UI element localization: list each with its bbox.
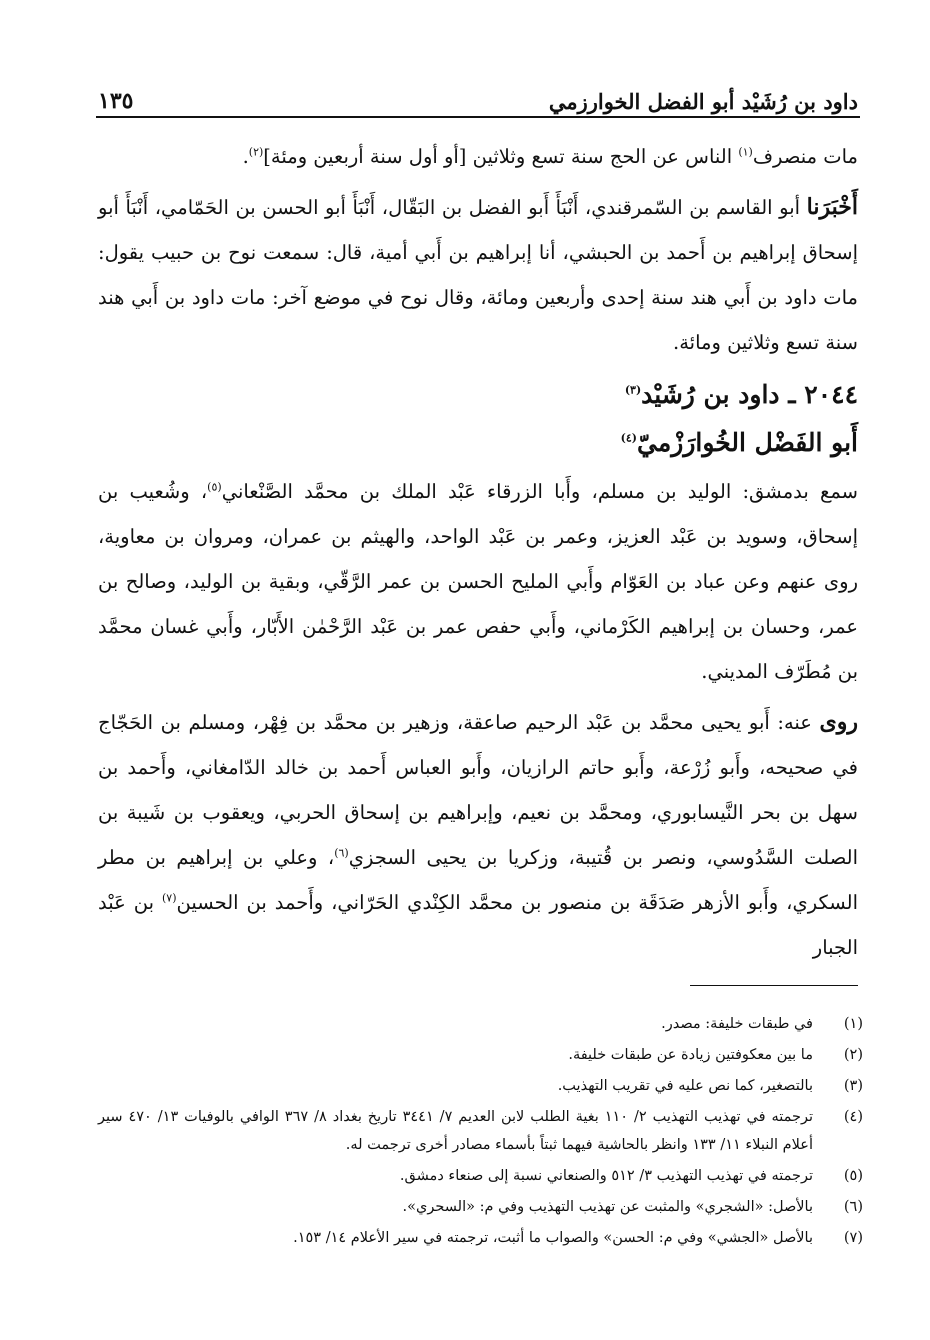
footnote-text: في طبقات خليفة: مصدر. bbox=[661, 1016, 813, 1032]
footnote-number: (١) bbox=[843, 1016, 863, 1032]
paragraph-text: . bbox=[242, 145, 249, 168]
paragraph-text: سمع بدمشق: الوليد بن مسلم، وأَبا الزرقاء عَبْد الملك بن محمَّد الصَّنْعاني bbox=[221, 480, 858, 503]
page-number: ١٣٥ bbox=[98, 88, 134, 114]
footnote bbox=[98, 1193, 863, 1221]
footnote-number: (٢) bbox=[843, 1047, 863, 1063]
paragraph-text: أبو القاسم بن السّمرقندي، أَنْبَأَ أَبو الفضل بن البَقّال، أَنْبَأَ أبو الحسن بن الحَمّامي، أَنْبَأَ أبو إسحاق إبراهيم بن أَحمد بن الحبشي، أنا إبراهيم بن أَبي أمية، قال: سمعت نوح بن حبيب يقول: مات داود بن أَبي هند سنة إحدى وأربعين ومائة، وقال نوح في موضع آخر: مات داود بن أَبي هند سنة تسع وثلاثين ومائة. bbox=[98, 196, 858, 354]
paragraph-text: الناس عن الحج سنة تسع وثلاثين [أو أول سنة أربعين ومئة] bbox=[263, 145, 739, 168]
entry-heading bbox=[98, 371, 858, 467]
paragraph-text: ، وعلي بن إبراهيم بن مطر السكري، وأَبو الأزهر صَدَقَة بن منصور بن محمَّد الكِنْدي الحَرّاني، وأَحمد بن الحسين bbox=[98, 846, 858, 914]
footnote-text: ترجمته في تهذيب التهذيب ٢/ ١١٠ بغية الطلب لابن العديم ٧/ ٣٤٤١ تاريخ بغداد ٨/ ٣٦٧ الوافي بالوفيات ١٣/ ٤٧٠ سير أعلام النبلاء ١١/ ١٣٣ وانظر بالحاشية فيهما ثبتاً بأسماء مصادر أخرى ترجمت له. bbox=[98, 1109, 813, 1153]
footnote-marker: (٥) bbox=[207, 480, 222, 494]
paragraph-students bbox=[98, 700, 858, 970]
footnote-text: ما بين معكوفتين زيادة عن طبقات خليفة. bbox=[568, 1047, 813, 1063]
footnote-marker: (٤) bbox=[620, 431, 638, 445]
entry-subtitle bbox=[98, 419, 858, 467]
running-head bbox=[98, 78, 858, 114]
main-text bbox=[98, 134, 858, 976]
footnote bbox=[98, 1162, 863, 1190]
footnote bbox=[98, 1072, 863, 1100]
footnote-number: (٤) bbox=[843, 1109, 863, 1125]
footnote-text: بالتصغير، كما نص عليه في تقريب التهذيب. bbox=[557, 1078, 813, 1094]
lead-word: روى bbox=[819, 709, 858, 735]
entry-title-text: ٢٠٤٤ ـ داود بن رُشَيْد bbox=[641, 380, 858, 409]
footnote-rule bbox=[690, 985, 858, 986]
header-rule bbox=[96, 116, 860, 118]
paragraph-teachers bbox=[98, 469, 858, 694]
paragraph-text: بن عَبْد الجبار bbox=[98, 891, 858, 959]
running-head-title: داود بن رُشَيْد أبو الفضل الخوارزمي bbox=[548, 89, 858, 114]
footnotes bbox=[98, 1010, 863, 1255]
footnote bbox=[98, 1010, 863, 1038]
paragraph-text: ، وشُعيب بن إسحاق، وسويد بن عَبْد العزيز، وعمر بن عَبْد الواحد، والهيثم بن عمران، ومروان بن معاوية، روى عنهم وعن عباد بن العَوّام وأَبي المليح الحسن بن عمر الرَّقّي، وبقية بن الوليد، وصالح بن عمر، وحسان بن إبراهيم الكَرْماني، وأَبي حفص عمر بن عَبْد الرَّحْمٰن الأَبّار، وأَبي غسان محمَّد بن مُطَرّف المديني. bbox=[98, 480, 858, 683]
footnote-number: (٥) bbox=[843, 1168, 863, 1184]
footnote-text: بالأصل: «الشجري» والمثبت عن تهذيب التهذيب وفي م: «السحري». bbox=[402, 1199, 813, 1215]
footnote-text: ترجمته في تهذيب التهذيب ٣/ ٥١٢ والصنعاني نسبة إلى صنعاء دمشق. bbox=[399, 1168, 813, 1184]
entry-subtitle-text: أَبو الفَضْل الخُوارَزْميّ bbox=[637, 428, 858, 457]
footnote-marker: (٧) bbox=[161, 891, 177, 905]
footnote-number: (٧) bbox=[843, 1230, 863, 1246]
entry-title bbox=[98, 371, 858, 419]
paragraph-text: مات منصرف bbox=[752, 145, 858, 168]
footnote bbox=[98, 1224, 863, 1252]
paragraph-death-date bbox=[98, 134, 858, 179]
paragraph-isnad bbox=[98, 185, 858, 365]
footnote-number: (٣) bbox=[843, 1078, 863, 1094]
footnote-marker: (٢) bbox=[248, 145, 264, 159]
paragraph-text: عنه: أَبو يحيى محمَّد بن عَبْد الرحيم صاعقة، وزهير بن محمَّد بن فِهْر، ومسلم بن الحَجّاج في صحيحه، وأَبو زُرْعة، وأَبو حاتم الرازيان، وأَبو العباس أَحمد بن خالد الدّامغاني، وأَحمد بن سهل بن بحر النَّيسابوري، ومحمَّد بن نعيم، وإبراهيم بن إسحاق الحربي، ويعقوب بن شَيبة بن الصلت السَّدُوسي، ونصر بن قُتيبة، وزكريا بن يحيى السجزي bbox=[98, 711, 858, 869]
footnote-marker: (٣) bbox=[624, 383, 642, 397]
footnote-text: بالأصل «الجشي» وفي م: الحسن» والصواب ما أثبت، ترجمته في سير الأعلام ١٤/ ١٥٣. bbox=[293, 1230, 813, 1246]
footnote-marker: (٦) bbox=[334, 846, 349, 860]
footnote bbox=[98, 1041, 863, 1069]
footnote bbox=[98, 1103, 863, 1159]
footnote-number: (٦) bbox=[843, 1199, 863, 1215]
lead-word: أَخْبَرَنا bbox=[806, 194, 858, 220]
footnote-marker: (١) bbox=[738, 145, 753, 159]
